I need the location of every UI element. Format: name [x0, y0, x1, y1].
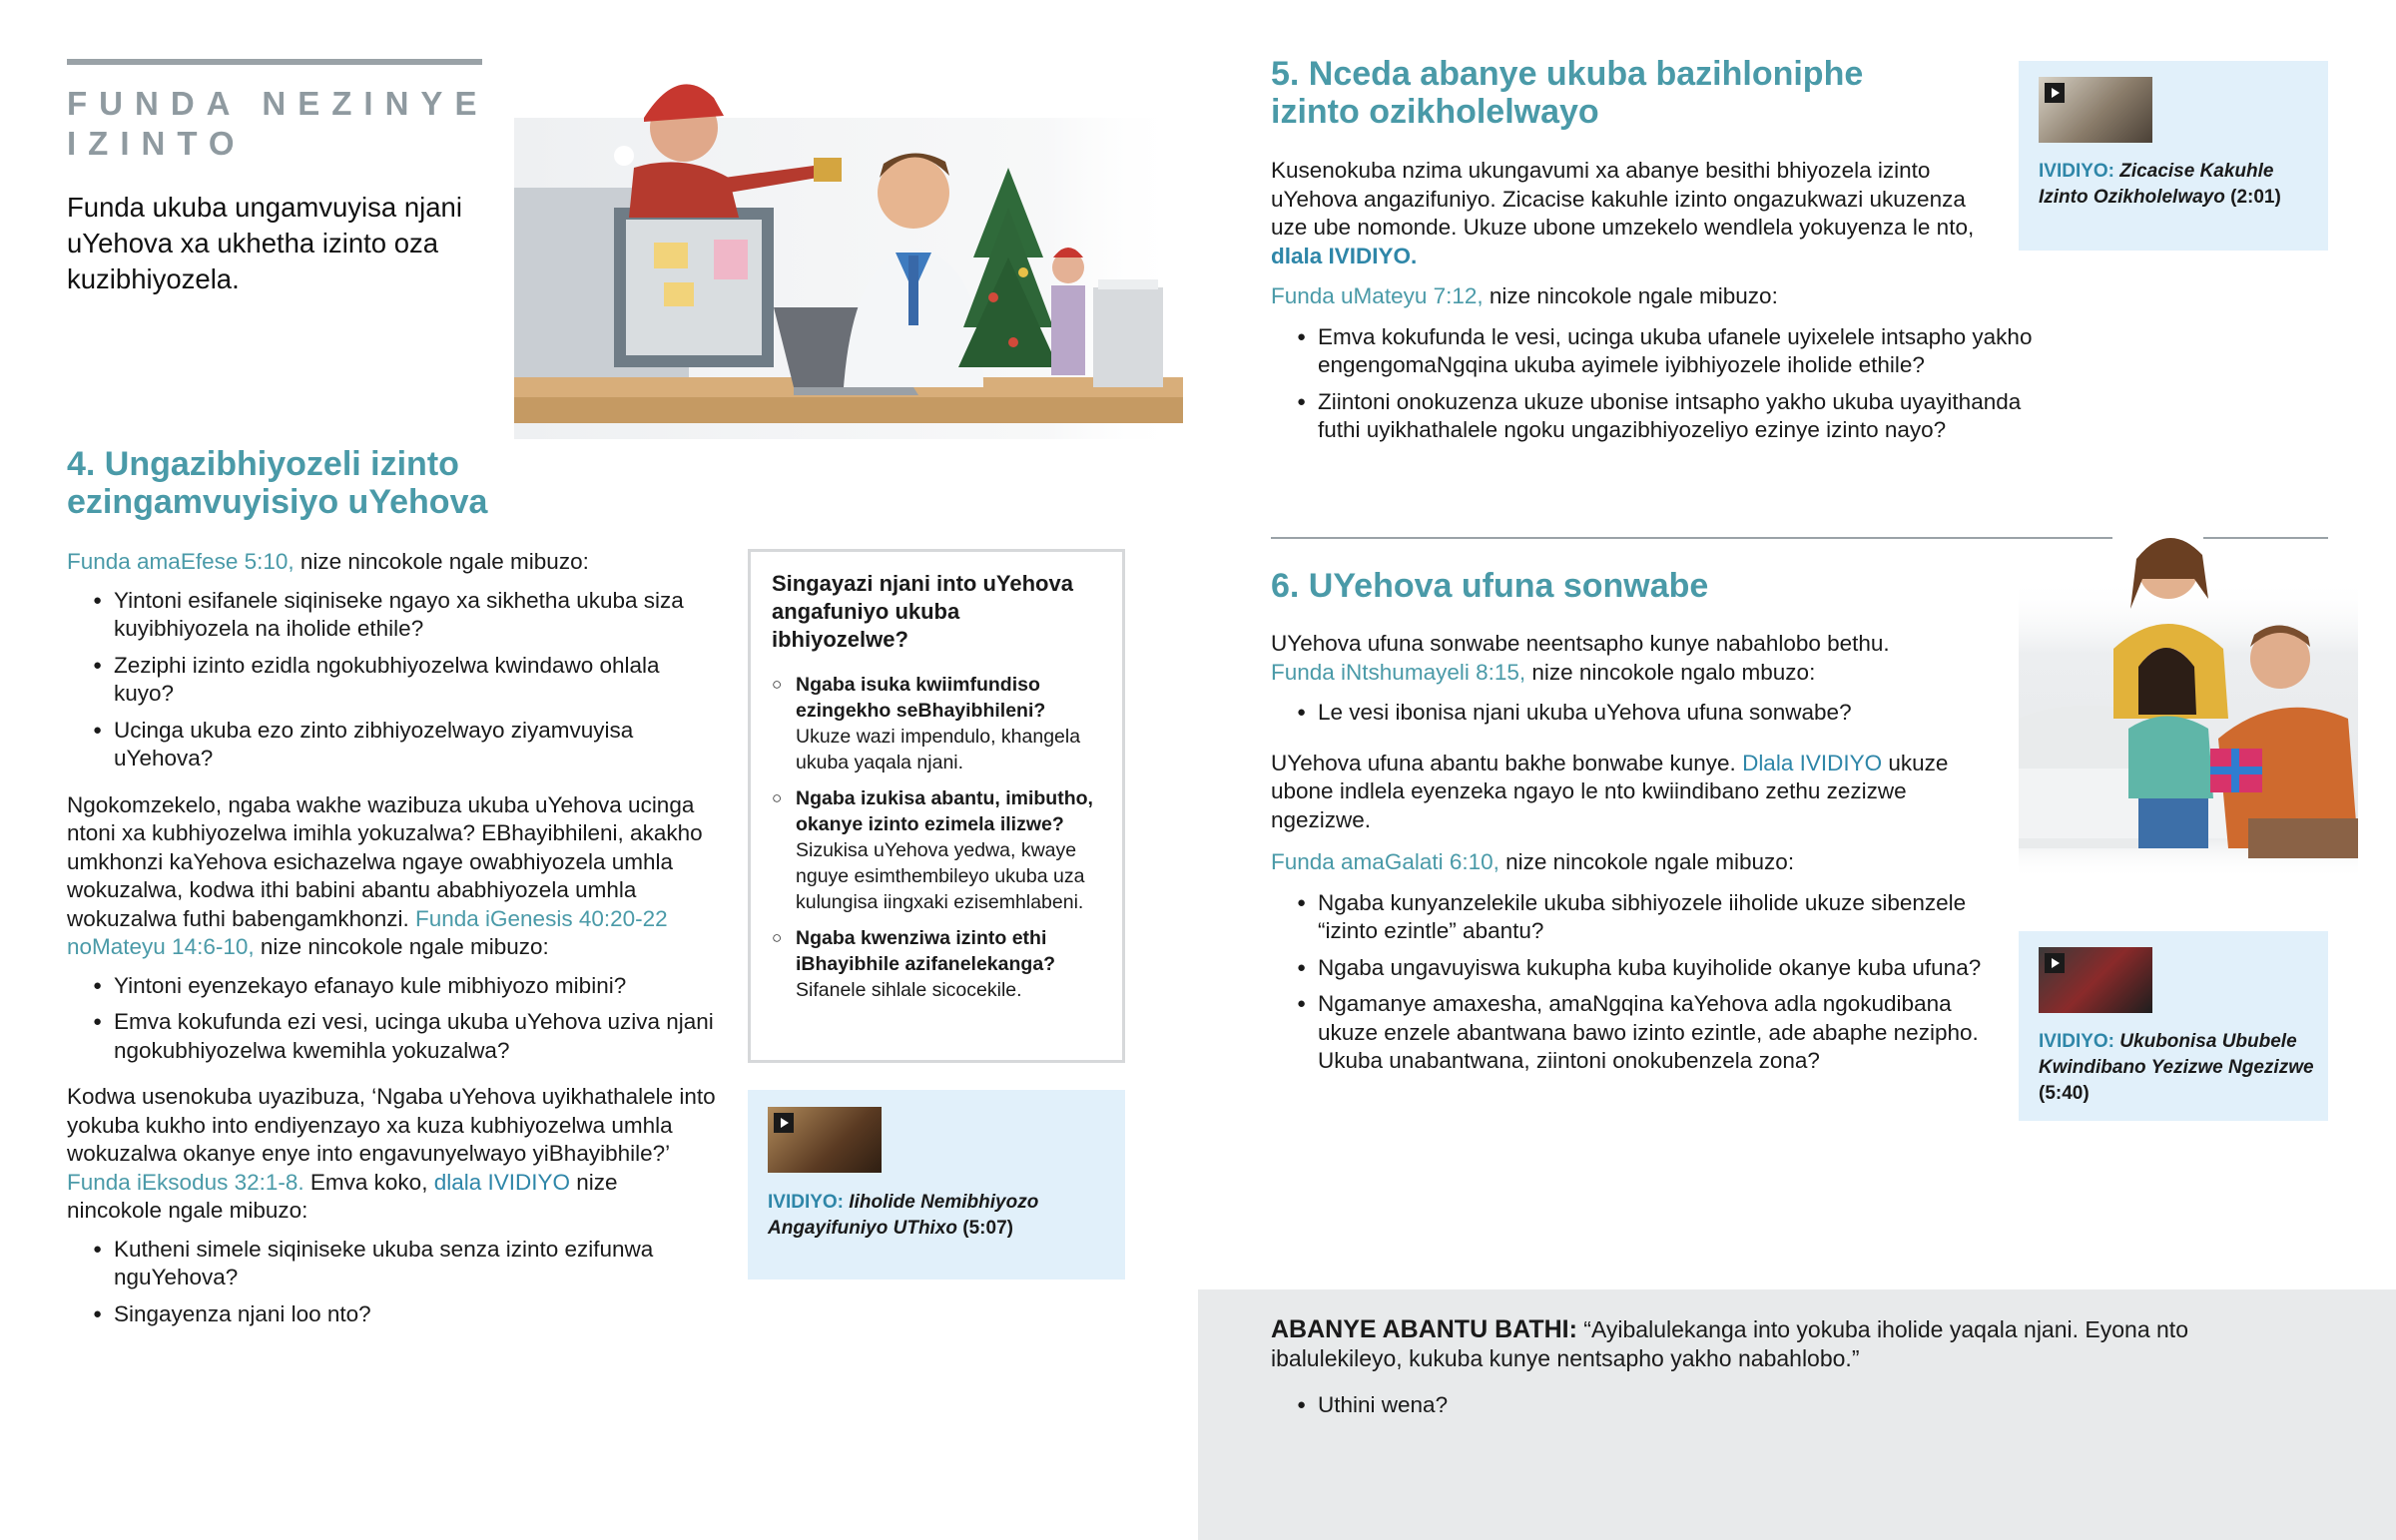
video-card-beliefs[interactable] — [2019, 61, 2328, 251]
video-card-kindness[interactable] — [2019, 931, 2328, 1121]
sidebar-criterion — [772, 785, 1102, 915]
question-item: ● Kutheni simele siqiniseke ukuba senza izinto ezifunwa nguYehova? — [67, 1236, 716, 1292]
section4-questions-a — [67, 587, 716, 773]
video-thumbnail[interactable] — [768, 1107, 882, 1173]
question-item: ● Emva kokufunda ezi vesi, ucinga ukuba uYehova uziva njani ngokubhiyozelwa kwemihla yokuzalwa? — [67, 1008, 716, 1065]
paragraph-text: ukuze ubone indlela eyenzeka ngayo le nto kwiindibano zethu zezizwe ngezizwe. — [1271, 750, 1949, 832]
section4-questions-c — [67, 1236, 716, 1329]
paragraph-text: Kodwa usenokuba uyazibuza, ‘Ngaba uYehova uyikhathalele into yokuba kukho into endiyenzayo xa kuza kubhiyozelwa umhla wokuzalwa okanye enye into engavunyelwayo yiBhayibhile?’ — [67, 1084, 716, 1166]
section6-questions-b — [1271, 889, 1990, 1076]
paragraph-text: Ngokomzekelo, ngaba wakhe wazibuza ukuba uYehova ucinga ntoni xa kubhiyozelwa imihla yokuzalwa? EBhayibhileni, akakho umkhonzi kaYehova esichazelwa ngaye owabhiyozela umhla wokuzalwa, kodwa ithi babini abantu ababhiyozela umhla wokuzalwa futhi babengamkhonzi. — [67, 791, 703, 931]
video-caption — [768, 1190, 1107, 1242]
others-say-quote — [1271, 1315, 2229, 1373]
sidebar-criterion — [772, 672, 1102, 775]
section6-paragraph-2 — [1271, 750, 1985, 835]
intro-lead: Funda ukuba ungamvuyisa njani uYehova xa ukhetha izinto oza kuzibhiyozela. — [67, 192, 462, 294]
section6-read-line — [1271, 848, 1990, 877]
section-divider — [1271, 537, 2112, 539]
video-thumbnail[interactable] — [2039, 77, 2152, 143]
read-instruction: nize nincokole ngale mibuzo: — [294, 549, 589, 574]
criterion-question: Ngaba kwenziwa izinto ethi iBhayibhile azifanelekanga? — [796, 927, 1056, 975]
video-caption — [2039, 1029, 2323, 1107]
video-duration: (2:01) — [2230, 187, 2281, 208]
intro-rule — [67, 59, 482, 65]
play-icon[interactable] — [774, 1113, 794, 1133]
read-instruction: nize nincokole ngalo mbuzo: — [1525, 659, 1816, 685]
scripture-link-ecclesiastes[interactable]: Funda iNtshumayeli 8:15, — [1271, 659, 1526, 685]
section4-paragraph-2 — [67, 1083, 716, 1226]
video-caption — [2039, 159, 2318, 211]
sidebar-heading: Singayazi njani into uYehova angafuniyo ukuba ibhiyozelwe? — [772, 571, 1073, 652]
question-item: ● Ngaba ungavuyiswa kukupha kuba kuyiholide okanye kuba ufuna? — [1271, 954, 1990, 983]
section6-title: 6. UYehova ufuna sonwabe — [1271, 567, 1709, 605]
play-icon[interactable] — [2045, 83, 2065, 103]
criterion-answer: Ukuze wazi impendulo, khangela ukuba yaqala njani. — [796, 726, 1081, 773]
others-say-panel — [1198, 1289, 2396, 1540]
section4-paragraph-1 — [67, 791, 716, 962]
family-gift-illustration — [2019, 519, 2358, 878]
scripture-link-matthew[interactable]: Funda uMateyu 7:12, — [1271, 283, 1484, 308]
question-item: ● Ucinga ukuba ezo zinto zibhiyozelwayo ziyamvuyisa uYehova? — [67, 717, 716, 773]
section5-paragraph — [1271, 157, 1980, 270]
video-duration: (5:40) — [2039, 1083, 2090, 1104]
criterion-answer: Sizukisa uYehova yedwa, kwaye nguye esimthembileyo ukuba uza kulungisa iingxaki ezisemhlabeni. — [796, 839, 1085, 913]
others-say-question-list — [1271, 1391, 2169, 1428]
section4-read-line — [67, 548, 716, 577]
question-item: ● Le vesi ibonisa njani ukuba uYehova ufuna sonwabe? — [1271, 699, 1990, 728]
section4-title — [67, 445, 706, 521]
office-christmas-illustration — [514, 58, 1183, 439]
video-card-holidays[interactable] — [748, 1090, 1125, 1280]
section4-questions-b — [67, 972, 716, 1066]
scripture-link-genesis-matthew[interactable]: Funda iGenesis 40:20-22 noMateyu 14:6-10, — [67, 905, 668, 959]
video-title: Zicacise Kakuhle Izinto Ozikholelwayo — [2039, 161, 2274, 208]
paragraph-text: Kusenokuba nzima ukungavumi xa abanye besithi bhiyozela izinto uYehova angazifuniyo. Zicacise kakuhle izinto ongazukwazi ukuzenza uze ube nomonde. Ukuze ubone umzekelo wendlela yokuyenza le nto, — [1271, 158, 1975, 240]
section4-title-line-1: 4. Ungazibhiyozeli izinto — [67, 445, 459, 483]
section4-body — [67, 548, 716, 1336]
read-instruction: nize nincokole ngale mibuzo: — [1483, 283, 1778, 308]
section5-title-line-2: izinto ozikholelwayo — [1271, 93, 1599, 131]
others-say-label: ABANYE ABANTU BATHI: — [1271, 1315, 1577, 1343]
video-label: IVIDIYO: — [2039, 1031, 2115, 1052]
section5-title — [1271, 55, 1970, 131]
play-video-link[interactable]: dlala IVIDIYO — [433, 1169, 571, 1195]
section4-title-line-2: ezingamvuyisiyo uYehova — [67, 483, 488, 521]
question-item: ● Uthini wena? — [1271, 1391, 2169, 1420]
question-item: ● Yintoni esifanele siqiniseke ngayo xa sikhetha ukuba siza kuyibhiyozela na iholide ethile? — [67, 587, 716, 644]
video-thumbnail[interactable] — [2039, 947, 2152, 1013]
section6-paragraph-1 — [1271, 630, 1990, 687]
intro-eyebrow-line-1: FUNDA NEZINYE — [67, 85, 489, 122]
question-item: ● Zeziphi izinto ezidla ngokubhiyozelwa kwindawo ohlala kuyo? — [67, 652, 716, 709]
paragraph-text: UYehova ufuna abantu bakhe bonwabe kunye. — [1271, 750, 1736, 775]
video-label: IVIDIYO: — [2039, 161, 2115, 182]
play-video-link[interactable]: dlala IVIDIYO. — [1271, 243, 1418, 268]
sidebar-question-box — [748, 549, 1125, 1063]
criterion-question: Ngaba izukisa abantu, imibutho, okanye izinto ezimela ilizwe? — [796, 787, 1093, 835]
question-item: ● Singayenza njani loo nto? — [67, 1300, 716, 1329]
read-instruction: nize nincokole ngale mibuzo: — [67, 1169, 618, 1223]
read-instruction: nize nincokole ngale mibuzo: — [1498, 849, 1795, 874]
play-video-link[interactable]: Dlala IVIDIYO — [1735, 750, 1883, 775]
read-instruction: nize nincokole ngale mibuzo: — [254, 934, 549, 959]
sidebar-criterion — [772, 925, 1102, 1003]
section5-title-line-1: 5. Nceda abanye ukuba bazihloniphe — [1271, 55, 1864, 93]
video-title: Ukubonisa Ububele Kwindibano Yezizwe Ngezizwe — [2039, 1031, 2314, 1078]
section6-body — [1271, 630, 1990, 1084]
paragraph-text: Emva koko, — [303, 1169, 434, 1195]
section5-body — [1271, 157, 2050, 453]
paragraph-text: UYehova ufuna sonwabe neentsapho kunye nabahlobo bethu. — [1271, 631, 1890, 656]
question-item: ● Ziintoni onokuzenza ukuze ubonise intsapho yakho ukuba uyayithanda futhi uyikhathalele ngoku ungazibhiyozeliyo ezinye izinto nayo? — [1271, 388, 2050, 445]
others-say-text: “Ayibalulekanga into yokuba iholide yaqala njani. Eyona nto ibalulekileyo, kukuba kunye nentsapho yakho nabahlobo.” — [1271, 1316, 2188, 1371]
scripture-link-galatians[interactable]: Funda amaGalati 6:10, — [1271, 849, 1499, 874]
play-icon[interactable] — [2045, 953, 2065, 973]
criterion-answer: Sifanele sihlale sicocekile. — [796, 979, 1022, 1001]
video-label: IVIDIYO: — [768, 1192, 845, 1213]
video-duration: (5:07) — [962, 1218, 1013, 1239]
section6-questions-a — [1271, 699, 1990, 728]
video-title: Iiholide Nemibhiyozo Angayifuniyo UThixo — [768, 1192, 1039, 1239]
criterion-question: Ngaba isuka kwiimfundiso ezingekho seBhayibhileni? — [796, 674, 1046, 722]
question-item: ● Emva kokufunda le vesi, ucinga ukuba ufanele uyixelele intsapho yakho engengomaNgqina ukuba ayimele iyibhiyozele iholide ethile? — [1271, 323, 2050, 380]
intro-eyebrow — [67, 84, 488, 164]
section5-read-line — [1271, 282, 2050, 311]
scripture-link-ephesians[interactable]: Funda amaEfese 5:10, — [67, 549, 295, 574]
scripture-link-exodus[interactable]: Funda iEksodus 32:1-8. — [67, 1169, 304, 1195]
question-item: ● Ngamanye amaxesha, amaNgqina kaYehova adla ngokudibana ukuze enzele abantwana bawo izinto ezintle, ade abaphe nezipho. Ukuba unabantwana, ziintoni onokubenzela zona? — [1271, 990, 1990, 1076]
sidebar-criteria-list — [772, 672, 1102, 1003]
question-item: ● Yintoni eyenzekayo efanayo kule mibhiyozo mibini? — [67, 972, 716, 1001]
section5-questions — [1271, 323, 2050, 445]
intro-eyebrow-line-2: IZINTO — [67, 125, 247, 162]
question-item: ● Ngaba kunyanzelekile ukuba sibhiyozele iiholide ukuze sibenzele “izinto ezintle” abantu? — [1271, 889, 1990, 946]
